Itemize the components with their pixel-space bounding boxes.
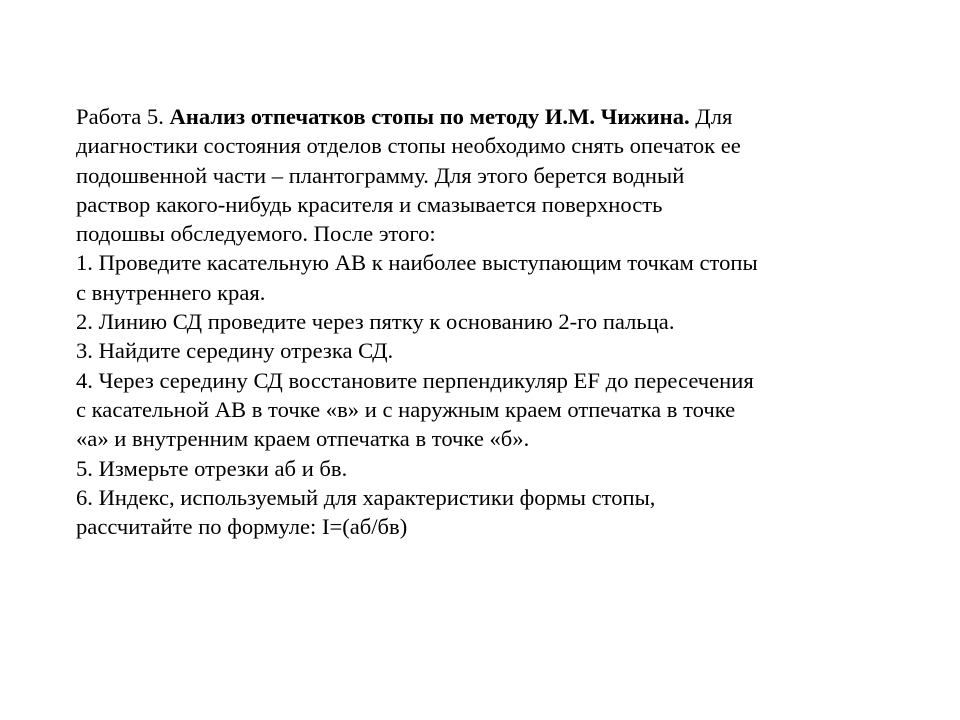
- intro-line: подошвенной части – плантограмму. Для этого берется водный: [76, 162, 685, 188]
- step-5-line: 5. Измерьте отрезки аб и бв.: [76, 455, 348, 481]
- intro-line: диагностики состояния отделов стопы необходимо снять опечаток ее: [76, 133, 741, 159]
- intro-first-line: [76, 102, 896, 131]
- step-6-line: рассчитайте по формуле: I=(аб/бв): [76, 514, 408, 540]
- work-title: Анализ отпечатков стопы по методу И.М. Чижина.: [169, 104, 690, 129]
- instruction-text: [76, 102, 896, 541]
- intro-line: раствор какого-нибудь красителя и смазывается поверхность: [76, 191, 663, 217]
- step-2-line: 2. Линию СД проведите через пятку к основанию 2-го пальца.: [76, 309, 675, 335]
- intro-line: подошвы обследуемого. После этого:: [76, 221, 436, 247]
- step-6-line: 6. Индекс, используемый для характеристики формы стопы,: [76, 484, 656, 510]
- intro-continuation: Для: [689, 104, 733, 129]
- step-1-line: 1. Проведите касательную АВ к наиболее выступающим точкам стопы: [76, 250, 758, 276]
- step-1-line: с внутреннего края.: [76, 279, 266, 305]
- step-4-line: с касательной АВ в точке «в» и с наружным краем отпечатка в точке: [76, 396, 736, 422]
- step-3-line: 3. Найдите середину отрезка СД.: [76, 338, 394, 364]
- step-4-line: 4. Через середину СД восстановите перпендикуляр EF до пересечения: [76, 367, 754, 393]
- work-number: Работа 5.: [76, 104, 170, 129]
- step-4-line: «а» и внутренним краем отпечатка в точке «б».: [76, 426, 530, 452]
